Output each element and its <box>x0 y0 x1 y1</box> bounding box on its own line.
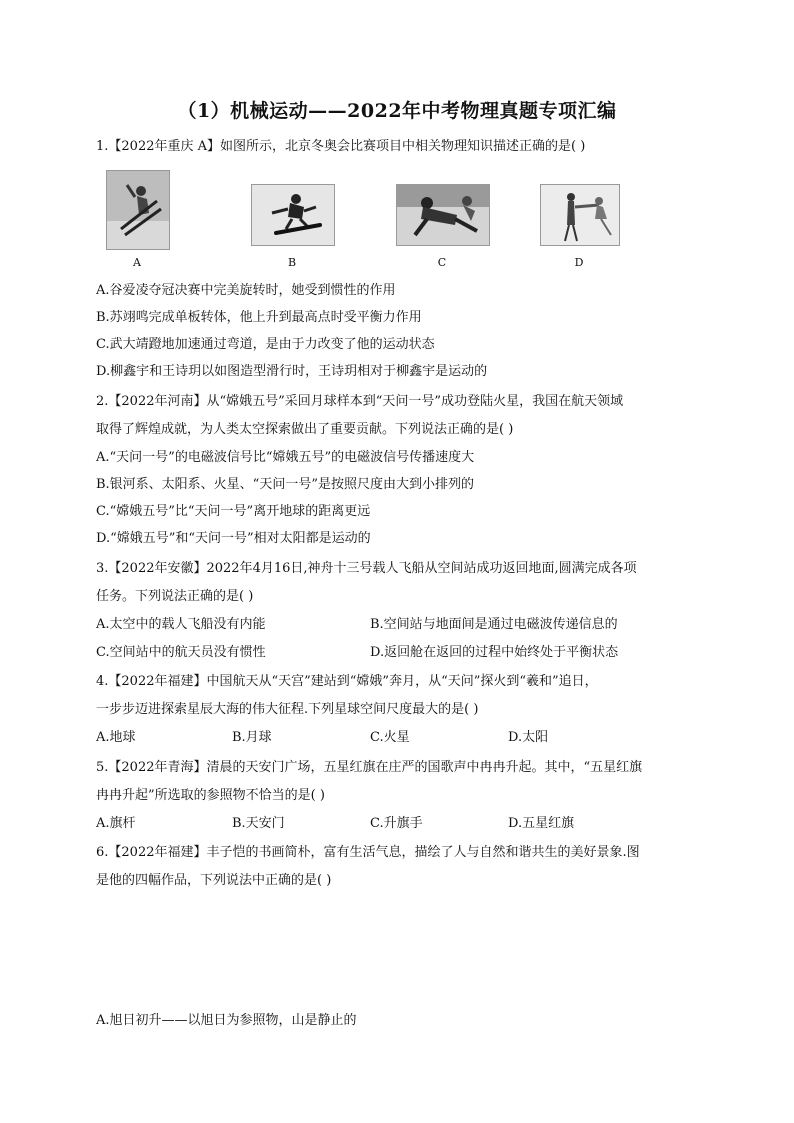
q3-option-c: C.空间站中的航天员没有惯性 <box>96 645 266 660</box>
q1-photo-a-skier <box>106 170 170 250</box>
q1-option-a: A.谷爱凌夺冠决赛中完美旋转时，她受到惯性的作用 <box>96 283 396 298</box>
q5-option-b: B.天安门 <box>232 816 285 831</box>
q4-stem-line1: 4.【2022年福建】中国航天从“天宫”建站到“嫦娥”奔月，从“天问”探火到“羲和”追日， <box>96 674 598 689</box>
q1-label-c: C <box>437 256 447 269</box>
q1-label-a: A <box>133 256 141 269</box>
q4-option-a: A.地球 <box>96 730 136 745</box>
q2-option-c: C.“嫦娥五号”比“天问一号”离开地球的距离更远 <box>96 504 371 519</box>
q3-option-d: D.返回舱在返回的过程中始终处于平衡状态 <box>370 645 619 660</box>
q5-stem-line2: 冉冉升起”所选取的参照物不恰当的是( ) <box>96 788 325 803</box>
q2-option-d: D.“嫦娥五号”和“天问一号”相对太阳都是运动的 <box>96 531 371 546</box>
q1-photo-d-ice-dancers <box>540 184 620 246</box>
page-title: （1）机械运动——2022年中考物理真题专项汇编 <box>177 100 617 122</box>
q2-option-b: B.银河系、太阳系、火星、“天问一号”是按照尺度由大到小排列的 <box>96 477 474 492</box>
q5-option-a: A.旗杆 <box>96 816 136 831</box>
q3-stem-line2: 任务。下列说法正确的是( ) <box>96 589 254 604</box>
q1-stem: 1.【2022年重庆 A】如图所示，北京冬奥会比赛项目中相关物理知识描述正确的是( ) <box>96 139 586 154</box>
q3-stem-line1: 3.【2022年安徽】2022年4月16日,神舟十三号载人飞船从空间站成功返回地面,圆满完成各项 <box>96 561 637 576</box>
q6-stem-line1: 6.【2022年福建】丰子恺的书画简朴，富有生活气息，描绘了人与自然和谐共生的美好景象.图 <box>96 845 640 860</box>
q1-label-d: D <box>574 256 584 269</box>
q5-stem-line1: 5.【2022年青海】清晨的天安门广场，五星红旗在庄严的国歌声中冉冉升起。其中，“五星红旗 <box>96 760 643 775</box>
q1-photo-b-snowboarder <box>251 184 335 246</box>
q1-option-c: C.武大靖蹬地加速通过弯道，是由于力改变了他的运动状态 <box>96 337 435 352</box>
q4-stem-line2: 一步步迈进探索星辰大海的伟大征程.下列星球空间尺度最大的是( ) <box>96 702 479 717</box>
q3-option-a: A.太空中的载人飞船没有内能 <box>96 617 266 632</box>
q4-option-b: B.月球 <box>232 730 272 745</box>
q1-photo-c-speed-skater <box>396 184 490 246</box>
q6-option-a: A.旭日初升——以旭日为参照物，山是静止的 <box>96 1013 357 1028</box>
q2-option-a: A.“天问一号”的电磁波信号比“嫦娥五号”的电磁波信号传播速度大 <box>96 450 475 465</box>
q5-option-c: C.升旗手 <box>370 816 423 831</box>
q6-stem-line2: 是他的四幅作品，下列说法中正确的是( ) <box>96 873 332 888</box>
q2-stem-line1: 2.【2022年河南】从“嫦娥五号”采回月球样本到“天问一号”成功登陆火星，我国在航天领域 <box>96 394 624 409</box>
q4-option-d: D.太阳 <box>508 730 549 745</box>
q3-option-b: B.空间站与地面间是通过电磁波传递信息的 <box>370 617 618 632</box>
q1-option-d: D.柳鑫宇和王诗玥以如图造型滑行时，王诗玥相对于柳鑫宇是运动的 <box>96 364 488 379</box>
q4-option-c: C.火星 <box>370 730 410 745</box>
q5-option-d: D.五星红旗 <box>508 816 575 831</box>
q1-label-b: B <box>287 256 297 269</box>
q2-stem-line2: 取得了辉煌成就，为人类太空探索做出了重要贡献。下列说法正确的是( ) <box>96 422 514 437</box>
q1-option-b: B.苏翊鸣完成单板转体，他上升到最高点时受平衡力作用 <box>96 310 422 325</box>
